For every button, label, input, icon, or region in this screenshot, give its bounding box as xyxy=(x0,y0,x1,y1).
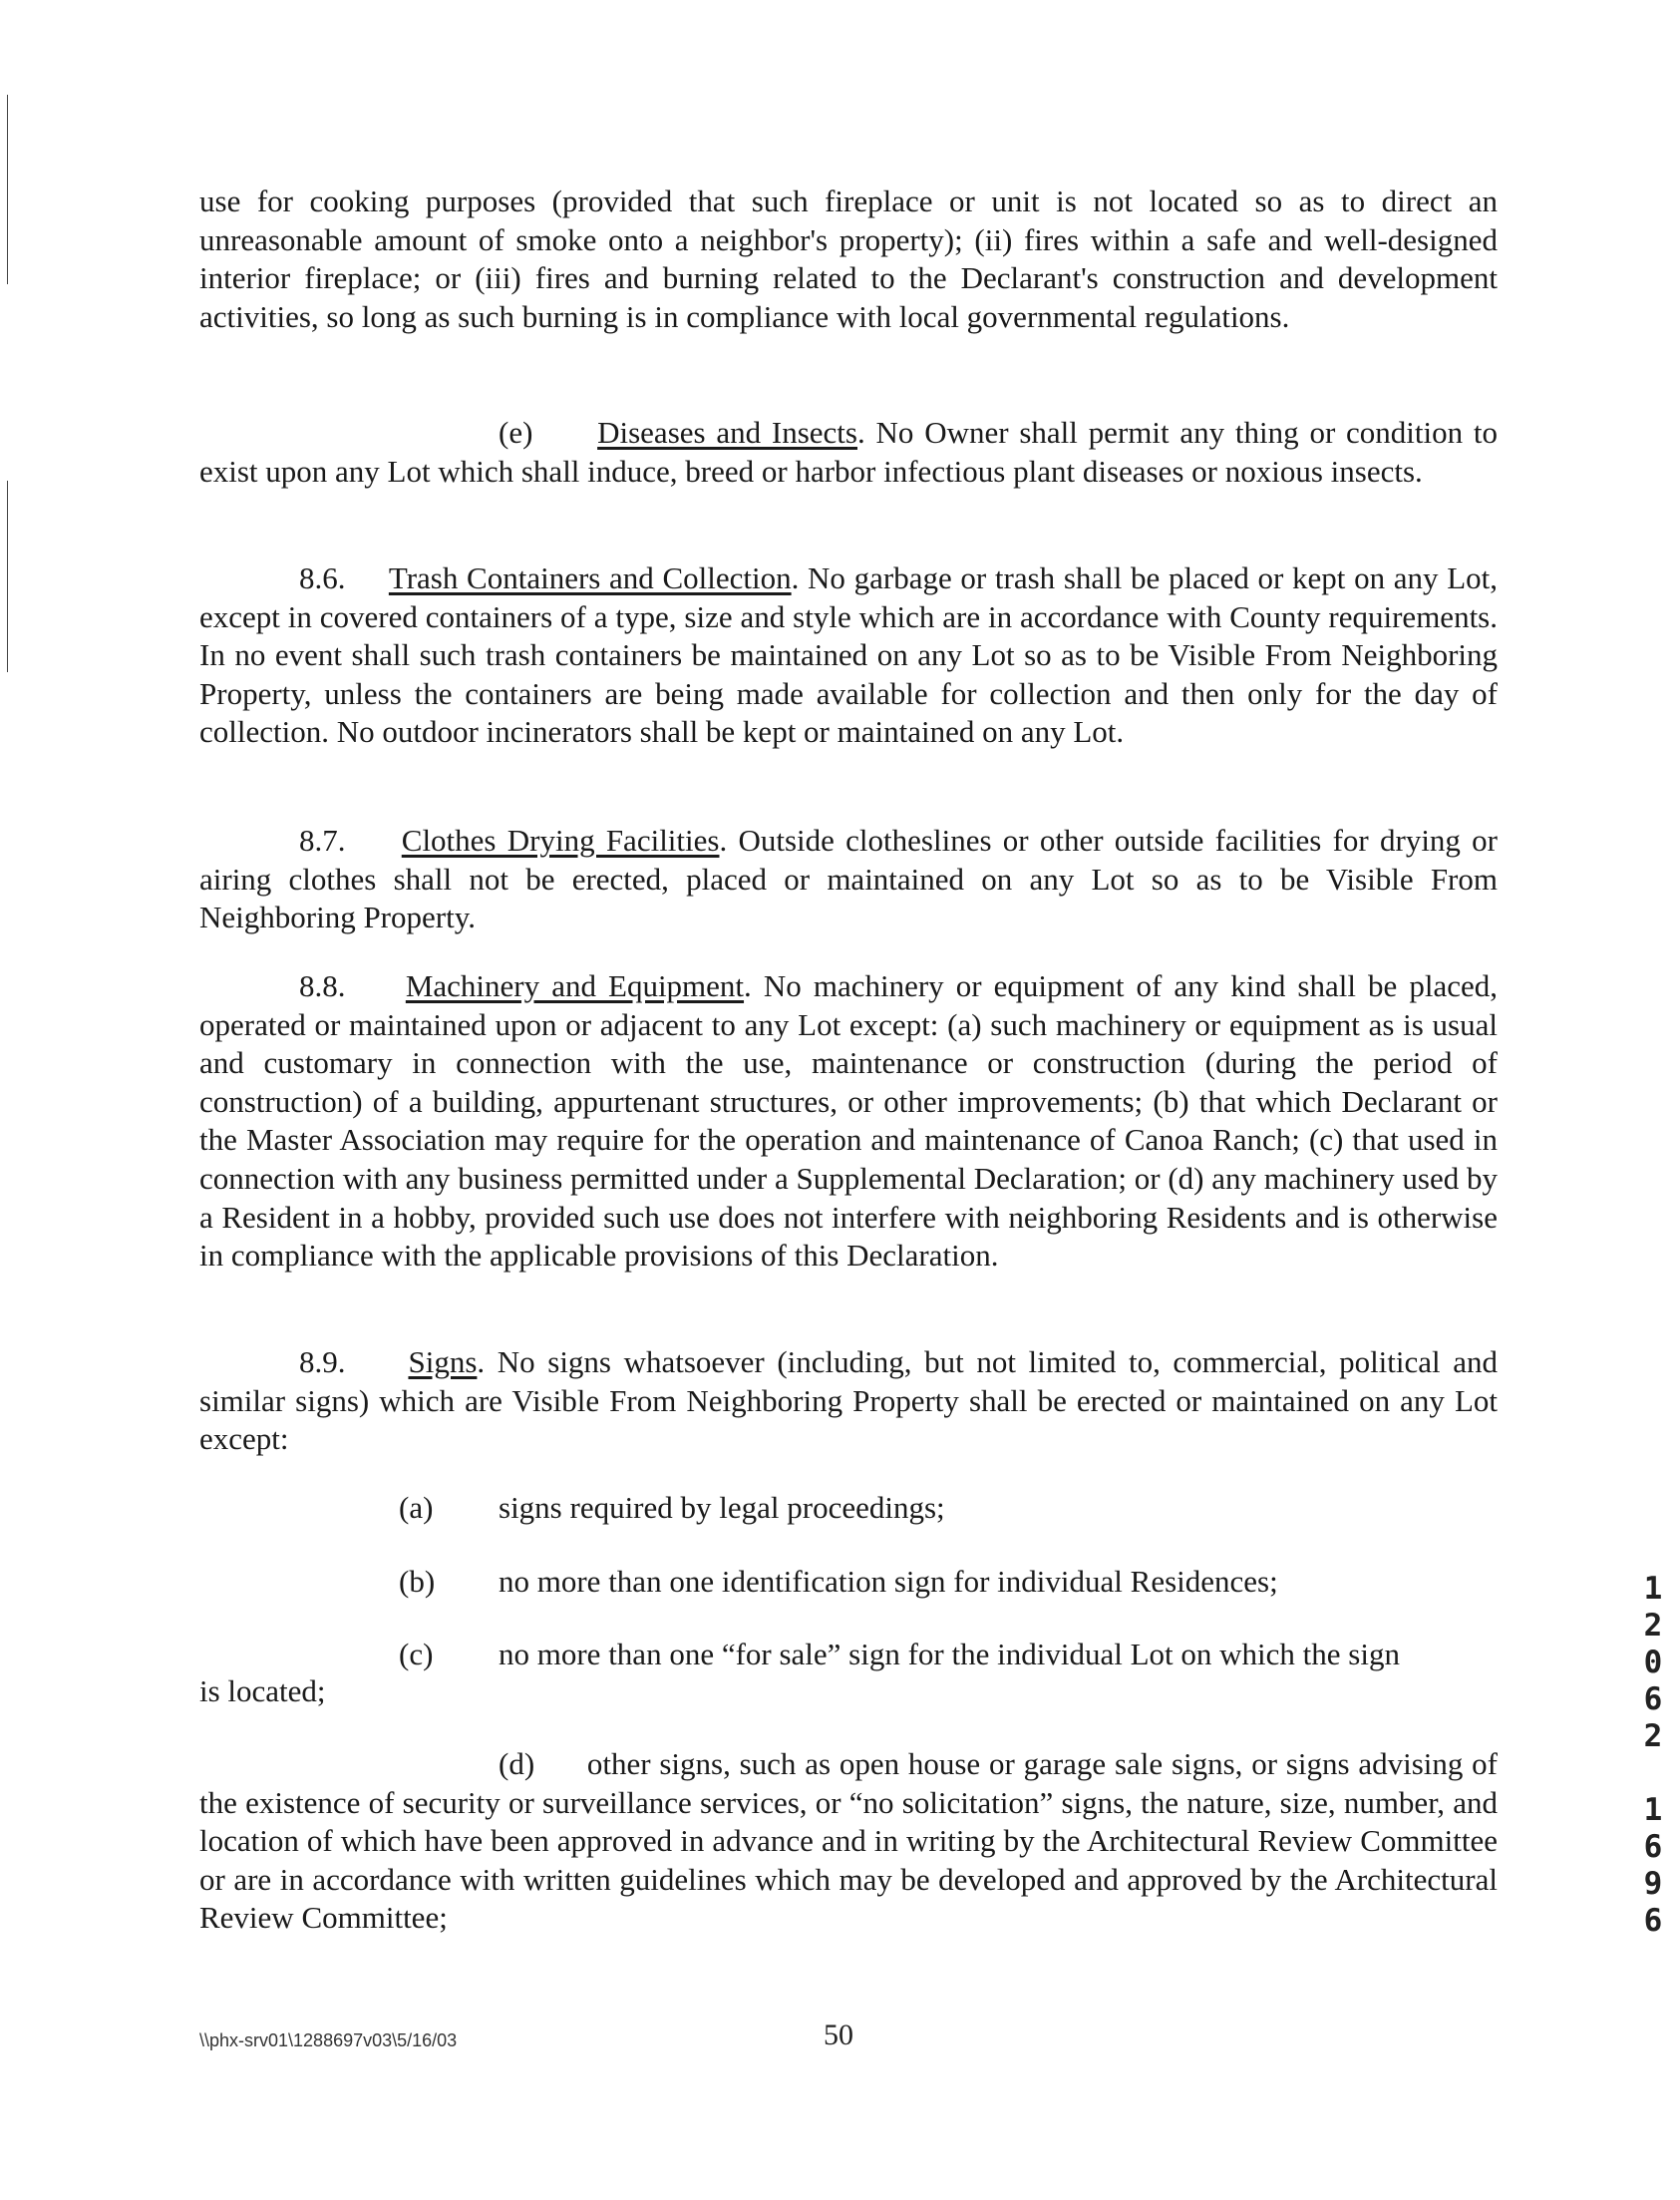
section-8-9: 8.9. Signs. No signs whatsoever (including, but not limited to, commercial, political and similar signs) which are Visible From Neighboring Property shall be erected or maintained on any Lot except: xyxy=(199,1344,1499,1457)
list-item-label: (d) xyxy=(499,1746,535,1781)
section-number: 8.8. xyxy=(299,968,346,1003)
section-e-heading: Diseases and Insects xyxy=(597,415,857,450)
section-heading: Trash Containers and Collection xyxy=(388,560,792,595)
section-e: (e) Diseases and Insects. No Owner shall permit any thing or condition to exist upon any Lot which shall induce, breed or harbor infectious plant diseases or noxious insects. xyxy=(199,415,1499,489)
section-body: No machinery or equipment of any kind shall be placed, operated or maintained upon or adjacent to any Lot except: (a) such machinery or equipment as is usual and customary in connection with the use, maintenance or construction (during the period of construction) of a building, appurtenant structures, or other improvements; (b) that which Declarant or the Master Association may require for the operation and maintenance of Canoa Ranch; (c) that used in connection with any business permitted under a Supplemental Declaration; or (d) any machinery used by a Resident in a hobby, provided such use does not interfere with neighboring Residents and is otherwise in compliance with the applicable provisions of this Declaration. xyxy=(199,968,1499,1274)
change-bar xyxy=(7,95,8,284)
list-item-text: no more than one “for sale” sign for the individual Lot on which the sign xyxy=(499,1637,1400,1671)
list-item-continuation: is located; xyxy=(199,1673,326,1708)
change-bar xyxy=(7,481,8,672)
list-item-label: (c) xyxy=(399,1637,434,1671)
section-8-6: 8.6. Trash Containers and Collection. No garbage or trash shall be placed or kept on any Lot, except in covered containers of a type, size and style which are in accordance with County requirements. In no event shall such trash containers be maintained on any Lot so as to be Visible From Neighboring Property, unless the containers are being made available for collection and then only for the day of collection. No outdoor incinerators shall be kept or maintained on any Lot. xyxy=(199,560,1498,750)
section-heading: Clothes Drying Facilities xyxy=(401,823,720,858)
section-e-label: (e) xyxy=(499,415,533,450)
section-number: 8.6. xyxy=(299,560,346,595)
section-body: Outside clotheslines or other outside facilities for drying or airing clothes shall not be erected, placed or maintained on any Lot so as to be Visible From Neighboring Property. xyxy=(199,823,1499,935)
list-item-text: no more than one identification sign for individual Residences; xyxy=(499,1564,1278,1599)
section-8-7: 8.7. Clothes Drying Facilities. Outside clotheslines or other outside facilities for drying or airing clothes shall not be erected, placed or maintained on any Lot so as to be Visible From Neighboring Property. xyxy=(199,823,1499,935)
page-number: 50 xyxy=(824,2018,853,2051)
paragraph-continuation: use for cooking purposes (provided that such fireplace or unit is not located so as to direct an unreasonable amount of smoke onto a neighbor's property); (ii) fires within a safe and well-designed interior fireplace; or (iii) fires and burning related to the Declarant's construction and development activities, so long as such burning is in compliance with local governmental regulations. xyxy=(199,183,1498,334)
list-item-text: signs required by legal proceedings; xyxy=(499,1490,945,1525)
section-body: No garbage or trash shall be placed or kept on any Lot, except in covered containers of a type, size and style which are in accordance with County requirements. In no event shall such trash containers be maintained on any Lot so as to be Visible From Neighboring Property, unless the containers are being made available for collection and then only for the day of collection. No outdoor incinerators shall be kept or maintained on any Lot. xyxy=(199,560,1498,750)
section-body: No signs whatsoever (including, but not limited to, commercial, political and similar signs) which are Visible From Neighboring Property shall be erected or maintained on any Lot except: xyxy=(199,1344,1499,1457)
section-e-body: No Owner shall permit any thing or condition to exist upon any Lot which shall induce, breed or harbor infectious plant diseases or noxious insects. xyxy=(199,415,1499,489)
footer-file-path: \\phx-srv01\1288697v03\5/16/03 xyxy=(199,2030,458,2050)
section-number: 8.9. xyxy=(299,1344,346,1379)
list-item-label: (b) xyxy=(399,1564,436,1599)
section-heading: Signs xyxy=(408,1344,478,1379)
list-item-text: other signs, such as open house or garage sale signs, or signs advising of the existence of security or surveillance services, or “no solicitation” signs, the nature, size, number, and location of which have been approved in advance and in writing by the Architectural Review Committee or are in accordance with written guidelines which may be developed and approved by the Architectural Review Committee; xyxy=(199,1746,1498,1936)
list-item-label: (a) xyxy=(399,1490,434,1525)
recording-number: 1 2 0 6 2 1 6 9 6 xyxy=(1643,1571,1663,1939)
section-8-8: 8.8. Machinery and Equipment. No machinery or equipment of any kind shall be placed, operated or maintained upon or adjacent to any Lot except: (a) such machinery or equipment as is usual and customary in connection with the use, maintenance or construction (during the period of construction) of a building, appurtenant structures, or other improvements; (b) that which Declarant or the Master Association may require for the operation and maintenance of Canoa Ranch; (c) that used in connection with any business permitted under a Supplemental Declaration; or (d) any machinery used by a Resident in a hobby, provided such use does not interfere with neighboring Residents and is otherwise in compliance with the applicable provisions of this Declaration. xyxy=(199,968,1499,1274)
list-item-d xyxy=(199,1745,1498,1938)
section-heading: Machinery and Equipment xyxy=(405,968,745,1003)
section-number: 8.7. xyxy=(299,823,346,858)
